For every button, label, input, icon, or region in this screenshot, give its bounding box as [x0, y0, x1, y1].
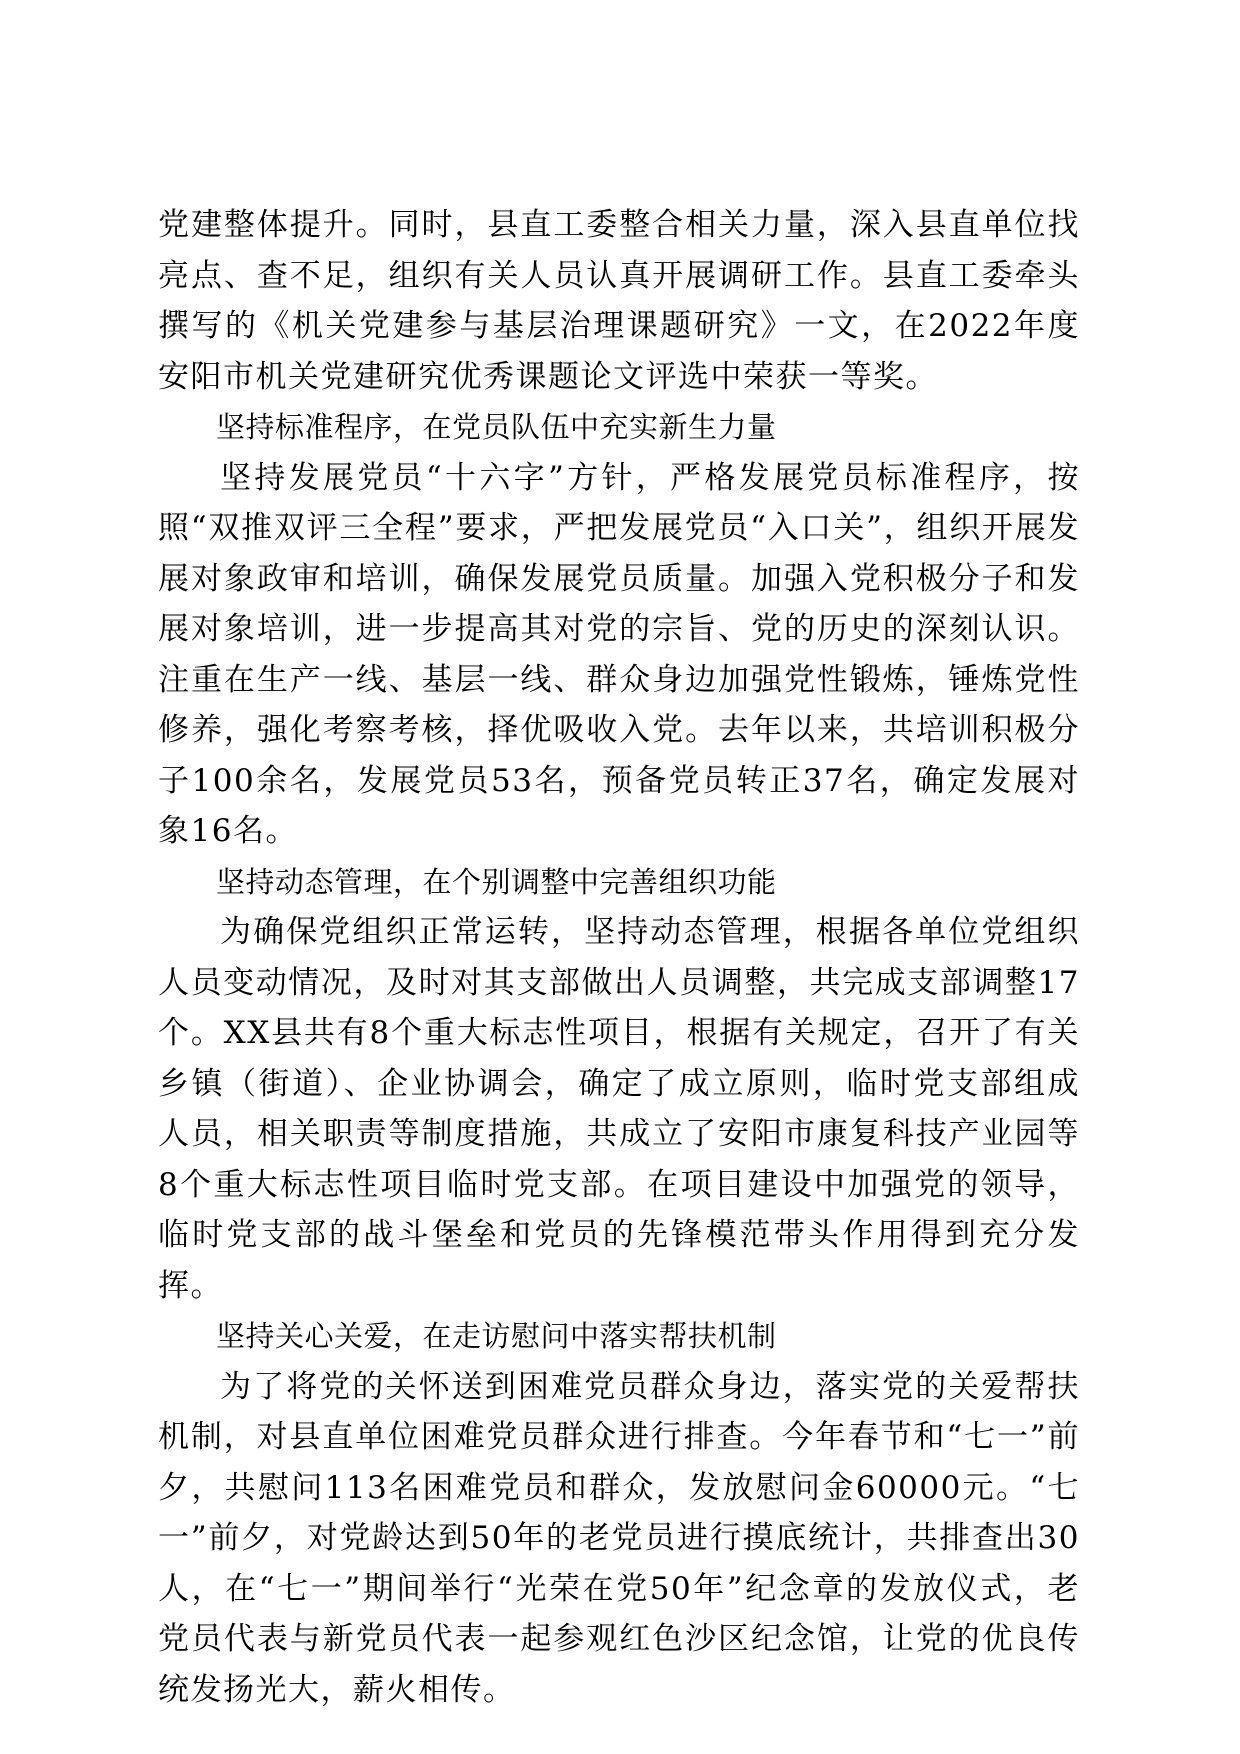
document-body [158, 200, 1080, 1715]
section-heading-dynamic-management: 坚持动态管理，在个别调整中完善组织功能 [216, 864, 777, 899]
paragraph-continuation: 党建整体提升。同时，县直工委整合相关力量，深入县直单位找亮点、查不足，组织有关人员认真开展调研工作。县直工委牵头撰写的《机关党建参与基层治理课题研究》一文，在2022年度安阳市机关党建研究优秀课题论文评选中荣获一等奖。 [158, 207, 1080, 395]
paragraph-visits-support: 为了将党的关怀送到困难党员群众身边，落实党的关爱帮扶机制，对县直单位困难党员群众进行排查。今年春节和“七一”前夕，共慰问113名困难党员和群众，发放慰问金60000元。“七一”前夕，对党龄达到50年的老党员进行摸底统计，共排查出30人，在“七一”期间举行“光荣在党50年”纪念章的发放仪式，老党员代表与新党员代表一起参观红色沙区纪念馆，让党的优良传统发扬光大，薪火相传。 [158, 1368, 1080, 1708]
paragraph-party-member-development: 坚持发展党员“十六字”方针，严格发展党员标准程序，按照“双推双评三全程”要求，严把发展党员“入口关”，组织开展发展对象政审和培训，确保发展党员质量。加强入党积极分子和发展对象培训，进一步提高其对党的宗旨、党的历史的深刻认识。注重在生产一线、基层一线、群众身边加强党性锻炼，锤炼党性修养，强化考察考核，择优吸收入党。去年以来，共培训积极分子100余名，发展党员53名，预备党员转正37名，确定发展对象16名。 [158, 459, 1080, 849]
paragraph-organization-adjustment: 为确保党组织正常运转，坚持动态管理，根据各单位党组织人员变动情况，及时对其支部做出人员调整，共完成支部调整17个。XX县共有8个重大标志性项目，根据有关规定，召开了有关乡镇（街道）、企业协调会，确定了成立原则，临时党支部组成人员，相关职责等制度措施，共成立了安阳市康复科技产业园等8个重大标志性项目临时党支部。在项目建设中加强党的领导，临时党支部的战斗堡垒和党员的先锋模范带头作用得到充分发挥。 [158, 914, 1080, 1304]
section-heading-standard-procedure: 坚持标准程序，在党员队伍中充实新生力量 [216, 410, 777, 444]
section-heading-care-support: 坚持关心关爱，在走访慰问中落实帮扶机制 [216, 1319, 777, 1353]
